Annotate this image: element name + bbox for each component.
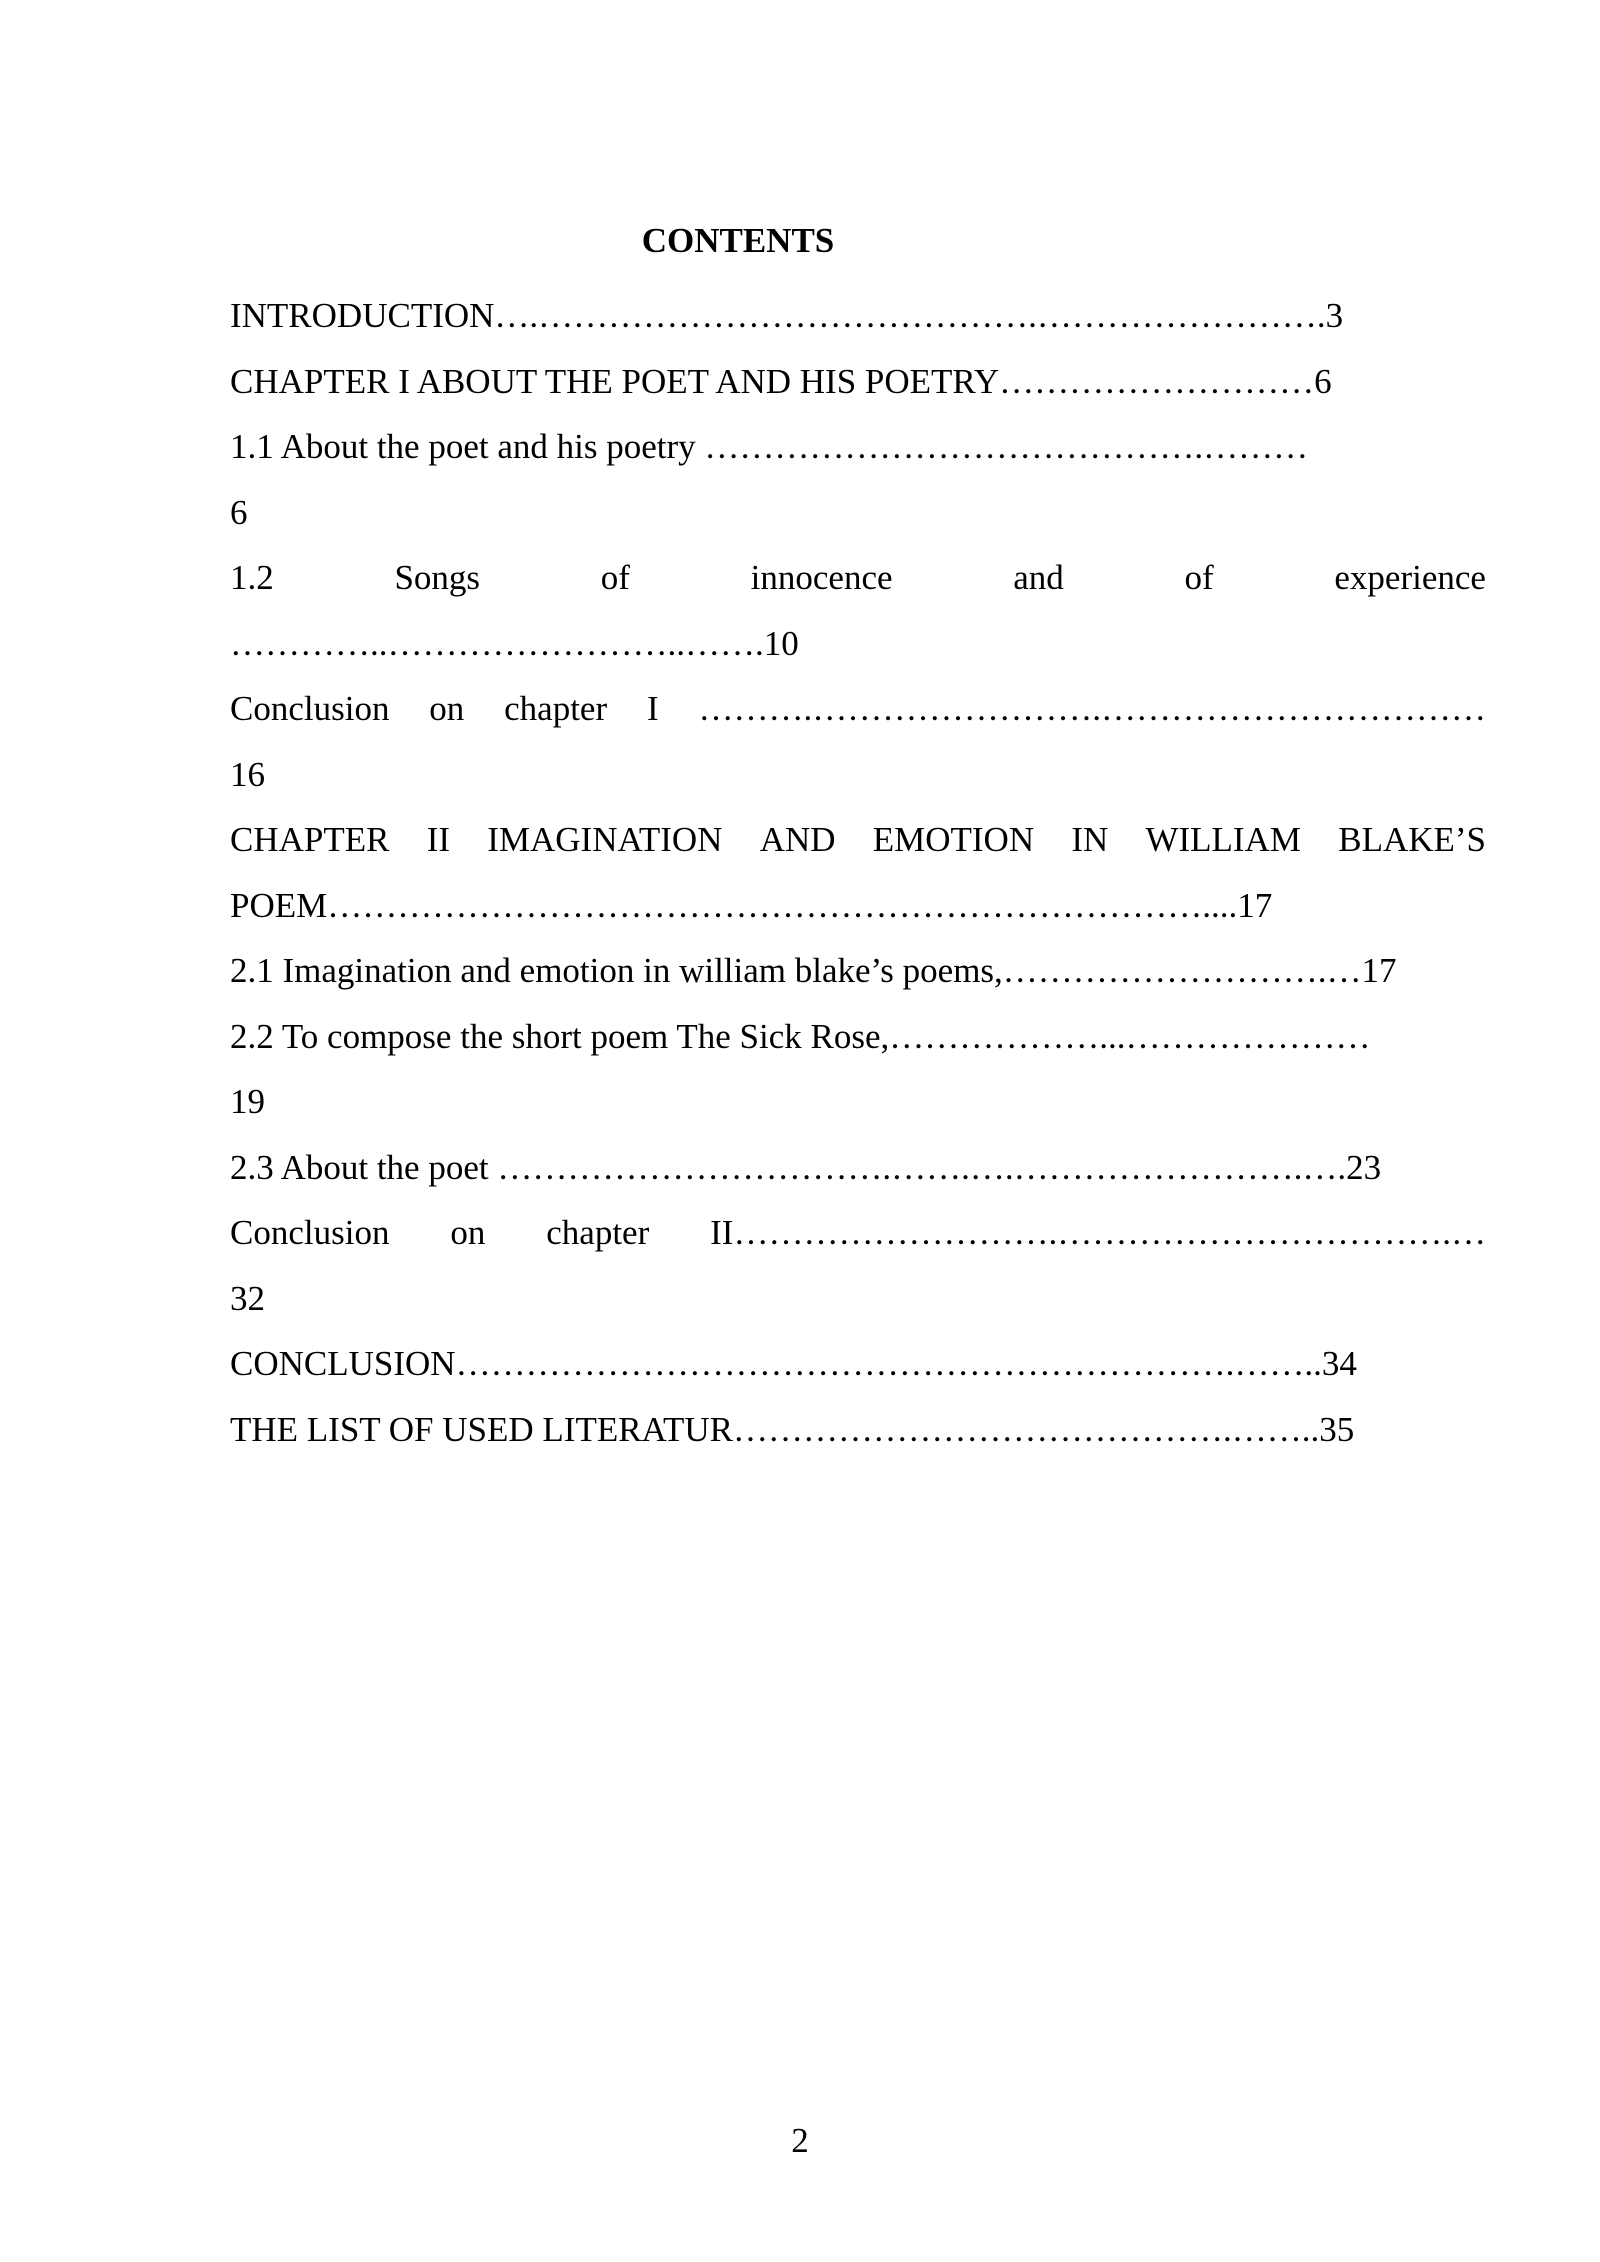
toc-word: EMOTION [872, 820, 1035, 859]
toc-line [230, 807, 1486, 873]
toc-line: 1.1 About the poet and his poetry …………………………………….……… [230, 427, 1309, 466]
toc-line: 32 [230, 1278, 265, 1318]
toc-line: 2.2 To compose the short poem The Sick Rose,………………...………………… [230, 1016, 1371, 1056]
toc-word: Conclusion [230, 1213, 390, 1252]
toc-word: on [429, 689, 465, 728]
toc-line [230, 676, 1486, 742]
page-number: 2 [791, 2121, 809, 2160]
toc-word: AND [759, 820, 836, 859]
toc-word: and [1013, 558, 1064, 597]
toc-line: 2.3 About the poet …………………………….…….….…………………….….23 [230, 1147, 1382, 1187]
toc-word: experience [1334, 558, 1486, 597]
toc-line [230, 545, 1486, 611]
toc-line: CONCLUSION………………………………………………………….……..34 [230, 1344, 1357, 1383]
toc-word: IN [1071, 820, 1109, 859]
toc-word: chapter [504, 689, 608, 728]
toc-word: chapter [546, 1213, 650, 1252]
toc-line: POEM…………………………………………………………………....17 [230, 885, 1273, 925]
toc-line: CHAPTER I ABOUT THE POET AND HIS POETRY………………………6 [230, 361, 1332, 401]
toc-line [230, 1200, 1486, 1266]
contents-heading: CONTENTS [641, 221, 835, 260]
toc-line: 2.1 Imagination and emotion in william blake’s poems,……………………….…17 [230, 951, 1397, 990]
toc-line: THE LIST OF USED LITERATUR…………………………………….……..35 [230, 1409, 1355, 1449]
toc-word: I [646, 689, 659, 728]
toc-line: INTRODUCTION….…………………………………….…………………….3 [230, 296, 1344, 335]
toc-word: of [600, 558, 630, 597]
toc-word: II [426, 820, 450, 859]
toc-word: Songs [394, 558, 481, 597]
toc-word: on [450, 1213, 486, 1252]
toc-word: BLAKE’S [1338, 820, 1486, 859]
toc-word: WILLIAM [1145, 820, 1301, 859]
toc-line: 6 [230, 492, 248, 532]
toc-word: II……………………….…………………………….… [710, 1213, 1486, 1252]
table-of-contents [230, 283, 1486, 1462]
toc-word: 1.2 [230, 558, 274, 597]
toc-line: 19 [230, 1082, 265, 1121]
toc-word: innocence [750, 558, 893, 597]
toc-line: 16 [230, 754, 265, 794]
toc-word: ……….…………………….…………………………… [698, 689, 1486, 728]
toc-word: CHAPTER [230, 820, 390, 859]
toc-word: of [1184, 558, 1214, 597]
toc-word: Conclusion [230, 689, 390, 728]
toc-word: IMAGINATION [487, 820, 723, 859]
toc-line: …………..……………………..…….10 [230, 623, 799, 663]
